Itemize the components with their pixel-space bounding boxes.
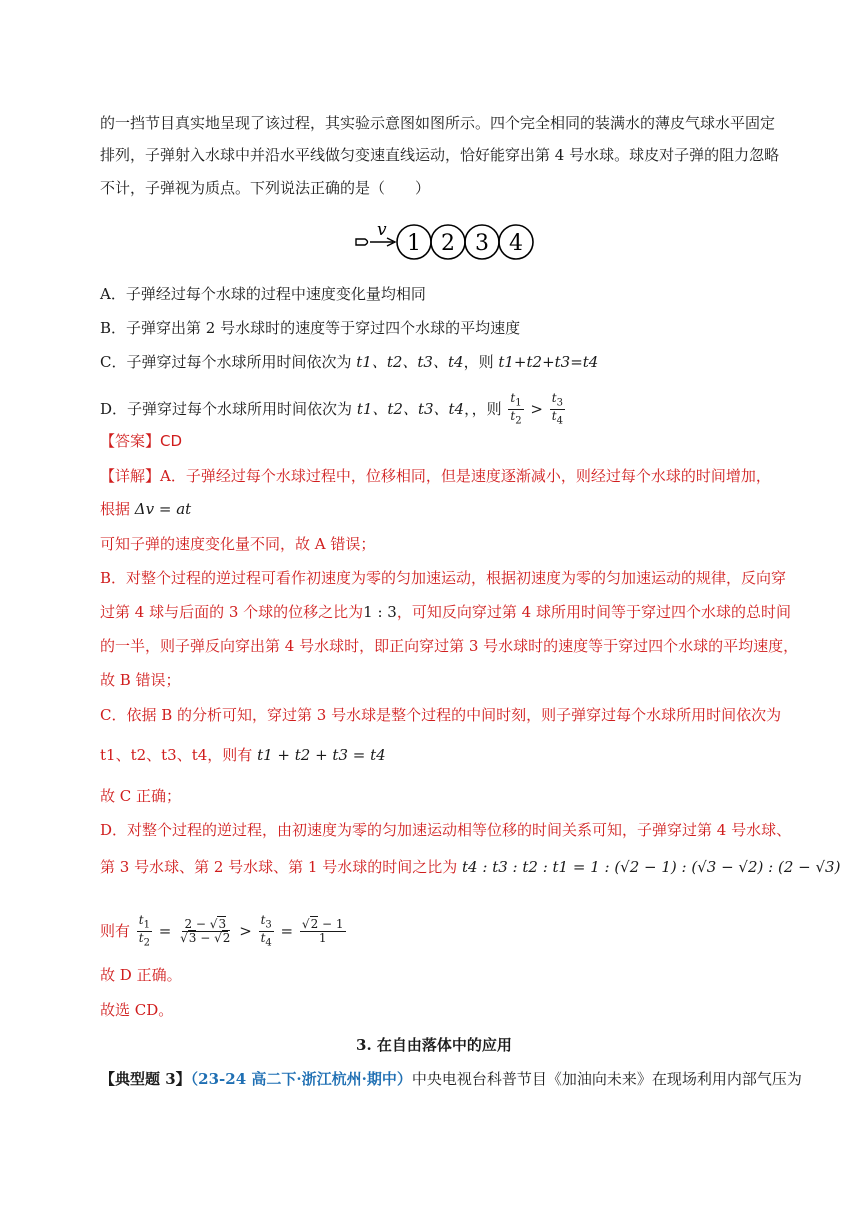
explanation-b-line-2: 过第 4 球与后面的 3 个球的位移之比为1 : 3，可知反向穿过第 4 球所用时间等于穿过四个水球的总时间	[100, 603, 791, 621]
question-line-1: 的一挡节目真实地呈现了该过程，其实验示意图如图所示。四个完全相同的装满水的薄皮气球水平固定	[100, 114, 776, 132]
velocity-label: v	[377, 222, 387, 240]
answer-label: 【答案】	[100, 432, 161, 450]
question-line-3: 不计，子弹视为质点。下列说法正确的是（ ）	[100, 179, 431, 197]
ball-2-label: 2	[441, 231, 455, 256]
explanation-a-line-1: 【详解】A．子弹经过每个水球过程中，位移相同，但是速度逐渐减小，则经过每个水球的时间增加，	[100, 467, 771, 485]
option-c-equation: t1+t2+t3=t4	[498, 353, 599, 371]
ball-4-label: 4	[509, 231, 523, 256]
formula-fraction-compare: $\frac{t_1}{t_2}$ = $\frac{2 - √3}{√3 - √2}$ > $\frac{t_3}{t_4}$ = $\frac{√2 - 1}{1}$	[138, 913, 344, 949]
formula-delta-v: Δv = at	[134, 500, 192, 518]
next-question-label: 【典型题 3】	[100, 1070, 191, 1088]
option-d: D．子弹穿过每个水球所用时间依次为 t1、t2、t3、t4，，则 $\frac{t_1}{t_2}$ > $\frac{t_3}{t_4}$	[100, 391, 563, 427]
option-c-then: ，则	[463, 353, 494, 371]
explanation-c-line-3: 故 C 正确；	[100, 787, 182, 805]
option-d-prefix: D．子弹穿过每个水球所用时间依次为	[100, 399, 353, 418]
explanation-c-line-2: t1、t2、t3、t4，则有 t1 + t2 + t3 = t4	[100, 746, 386, 764]
formula-t-sum: t1 + t2 + t3 = t4	[257, 746, 386, 764]
option-c-times: t1、t2、t3、t4	[356, 353, 464, 371]
explanation-label: 【详解】	[100, 467, 161, 485]
answer-value: CD	[160, 432, 183, 450]
explanation-d-line-3: 则有 $\frac{t_1}{t_2}$ = $\frac{2 - √3}{√3 - √2}$ > $\frac{t_3}{t_4}$ = $\frac{√2 - 1}{1}$	[100, 914, 348, 950]
option-c	[100, 352, 598, 372]
explanation-a-line-2: 根据 Δv = at	[100, 500, 192, 518]
explanation-d-line-2: 第 3 号水球、第 2 号水球、第 1 号水球的时间之比为 t4 : t3 : t2 : t1 = 1 : (√2 − 1) : (√3 − √2) : (2 − √3)	[100, 858, 841, 876]
explanation-a-line-3: 可知子弹的速度变化量不同，故 A 错误；	[100, 535, 376, 553]
formula-time-ratio: t4 : t3 : t2 : t1 = 1 : (√2 − 1) : (√3 − √2) : (2 − √3)	[462, 858, 841, 876]
explanation-d-line-1: D．对整个过程的逆过程，由初速度为零的匀加速运动相等位移的时间关系可知，子弹穿过第 4 号水球、	[100, 821, 792, 839]
option-b: B．子弹穿出第 2 号水球时的速度等于穿过四个水球的平均速度	[100, 319, 521, 337]
ball-3-label: 3	[475, 231, 489, 256]
next-question	[100, 1069, 802, 1089]
answer-line	[100, 431, 182, 451]
next-question-text: 中央电视台科普节目《加油向未来》在现场利用内部气压为	[411, 1070, 802, 1088]
explanation-b-line-3: 的一半，则子弹反向穿出第 4 号水球时，即正向穿过第 3 号水球时的速度等于穿过四个水球的平均速度，	[100, 637, 799, 655]
option-d-times: t1、t2、t3、t4	[356, 399, 465, 418]
explanation-b-line-1: B．对整个过程的逆过程可看作初速度为零的匀加速运动，根据初速度为零的匀加速运动的规律，反向穿	[100, 569, 787, 587]
water-balls-figure	[355, 222, 545, 268]
option-d-then: ，，则	[464, 399, 502, 418]
explanation-final: 故选 CD。	[100, 1001, 174, 1019]
next-question-source: （23-24 高二下·浙江杭州·期中）	[190, 1070, 412, 1088]
explanation-c-line-1: C．依据 B 的分析可知，穿过第 3 号水球是整个过程的中间时刻，则子弹穿过每个水球所用时间依次为	[100, 706, 782, 724]
option-a: A．子弹经过每个水球的过程中速度变化量均相同	[100, 285, 426, 303]
explanation-b-line-4: 故 B 错误；	[100, 671, 181, 689]
bullet-icon	[356, 239, 368, 245]
explanation-d-line-4: 故 D 正确。	[100, 966, 182, 984]
fraction-t3-t4: $\frac{t_3}{t_4}$	[551, 391, 563, 427]
ratio-1-3: 1 : 3	[363, 603, 397, 621]
question-line-2: 排列，子弹射入水球中并沿水平线做匀变速直线运动，恰好能穿出第 4 号水球。球皮对子弹的阻力忽略	[100, 146, 780, 164]
option-c-prefix: C．子弹穿过每个水球所用时间依次为	[100, 353, 352, 371]
ball-1-label: 1	[407, 231, 421, 256]
section-title: 3. 在自由落体中的应用	[356, 1036, 512, 1054]
fraction-t1-t2: $\frac{t_1}{t_2}$	[510, 391, 522, 427]
